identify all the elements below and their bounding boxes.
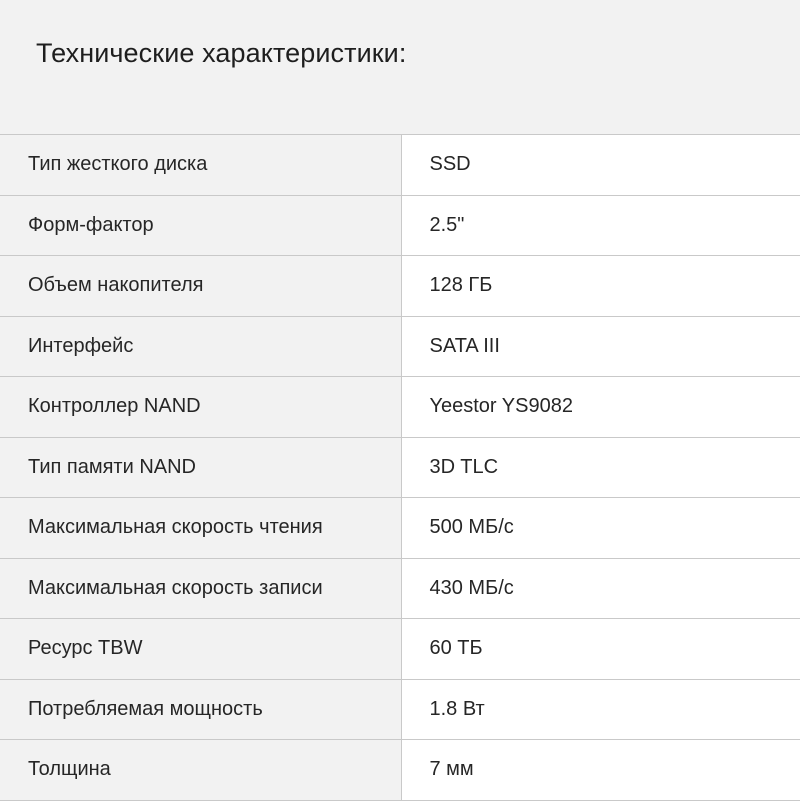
spec-name: Ресурс TBW (0, 619, 401, 680)
spec-value: 60 ТБ (401, 619, 800, 680)
table-row (0, 498, 800, 559)
spec-name: Максимальная скорость записи (0, 558, 401, 619)
spec-name: Контроллер NAND (0, 377, 401, 438)
spec-value: 3D TLC (401, 437, 800, 498)
spec-value: SATA III (401, 316, 800, 377)
spec-value: SSD (401, 135, 800, 196)
specs-table (0, 134, 800, 801)
table-row (0, 316, 800, 377)
table-row (0, 740, 800, 801)
spec-name: Максимальная скорость чтения (0, 498, 401, 559)
spec-name: Тип памяти NAND (0, 437, 401, 498)
spec-name: Толщина (0, 740, 401, 801)
spec-value: Yeestor YS9082 (401, 377, 800, 438)
spec-value: 128 ГБ (401, 256, 800, 317)
table-row (0, 135, 800, 196)
table-row (0, 679, 800, 740)
spec-value: 2.5" (401, 195, 800, 256)
table-row (0, 619, 800, 680)
table-row (0, 377, 800, 438)
table-row (0, 256, 800, 317)
table-row (0, 558, 800, 619)
header (0, 0, 800, 134)
page-title: Технические характеристики: (36, 38, 407, 68)
table-row (0, 437, 800, 498)
table-row (0, 195, 800, 256)
spec-value: 7 мм (401, 740, 800, 801)
spec-name: Форм-фактор (0, 195, 401, 256)
spec-name: Потребляемая мощность (0, 679, 401, 740)
spec-value: 500 МБ/с (401, 498, 800, 559)
spec-value: 1.8 Вт (401, 679, 800, 740)
spec-name: Тип жесткого диска (0, 135, 401, 196)
spec-name: Интерфейс (0, 316, 401, 377)
spec-name: Объем накопителя (0, 256, 401, 317)
spec-value: 430 МБ/с (401, 558, 800, 619)
